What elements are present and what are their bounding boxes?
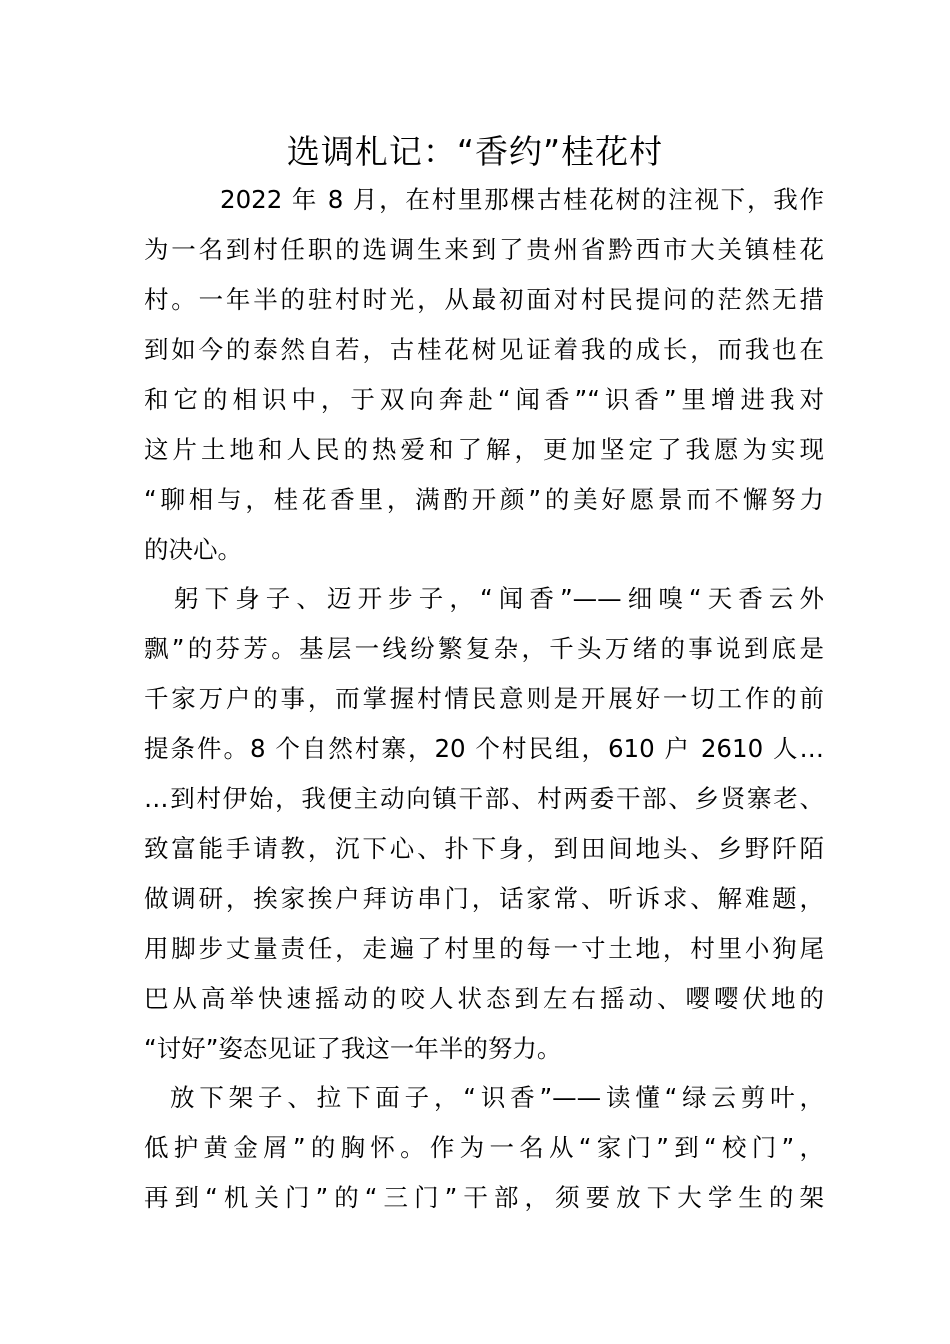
paragraph-line: 的决心。 <box>144 535 242 564</box>
paragraph-3 <box>144 1073 824 1223</box>
paragraph-line: 2022 年 8 月，在村里那棵古桂花树的注视下，我作 <box>220 185 824 214</box>
paragraph-line: 飘”的芬芳。基层一线纷繁复杂，千头万绪的事说到底是 <box>144 634 824 663</box>
paragraph-line: 提条件。8 个自然村寨，20 个村民组，610 户 2610 人… <box>144 734 824 763</box>
paragraph-line: 千家万户的事，而掌握村情民意则是开展好一切工作的前 <box>144 684 824 713</box>
paragraph-line: “讨好”姿态见证了我这一年半的努力。 <box>144 1034 562 1063</box>
paragraph-line: 用脚步丈量责任，走遍了村里的每一寸土地，村里小狗尾 <box>144 934 824 963</box>
paragraph-1 <box>144 175 824 575</box>
paragraph-line: 做调研，挨家挨户拜访串门，话家常、听诉求、解难题， <box>144 884 824 913</box>
paragraph-line: 躬下身子、迈开步子，“闻香”——细嗅“天香云外 <box>174 584 824 613</box>
paragraph-line: 这片土地和人民的热爱和了解，更加坚定了我愿为实现 <box>144 435 824 464</box>
paragraph-2 <box>144 574 824 1074</box>
paragraph-line: 再到“机关门”的“三门”干部，须要放下大学生的架 <box>144 1183 824 1212</box>
paragraph-line: 巴从高举快速摇动的咬人状态到左右摇动、嘤嘤伏地的 <box>144 984 824 1013</box>
paragraph-line: “聊相与，桂花香里，满酌开颜”的美好愿景而不懈努力 <box>144 485 824 514</box>
paragraph-line: 到如今的泰然自若，古桂花树见证着我的成长，而我也在 <box>144 335 824 364</box>
paragraph-line: 村。一年半的驻村时光，从最初面对村民提问的茫然无措 <box>144 285 824 314</box>
document-title: 选调札记：“香约”桂花村 <box>286 132 664 171</box>
paragraph-line: 和它的相识中，于双向奔赴“闻香”“识香”里增进我对 <box>144 385 824 414</box>
paragraph-line: 致富能手请教，沉下心、扑下身，到田间地头、乡野阡陌 <box>144 834 824 863</box>
paragraph-line: …到村伊始，我便主动向镇干部、村两委干部、乡贤寨老、 <box>144 784 824 813</box>
paragraph-line: 放下架子、拉下面子，“识香”——读懂“绿云剪叶， <box>170 1083 824 1112</box>
paragraph-line: 为一名到村任职的选调生来到了贵州省黔西市大关镇桂花 <box>144 235 824 264</box>
paragraph-line: 低护黄金屑”的胸怀。作为一名从“家门”到“校门”， <box>144 1133 824 1162</box>
